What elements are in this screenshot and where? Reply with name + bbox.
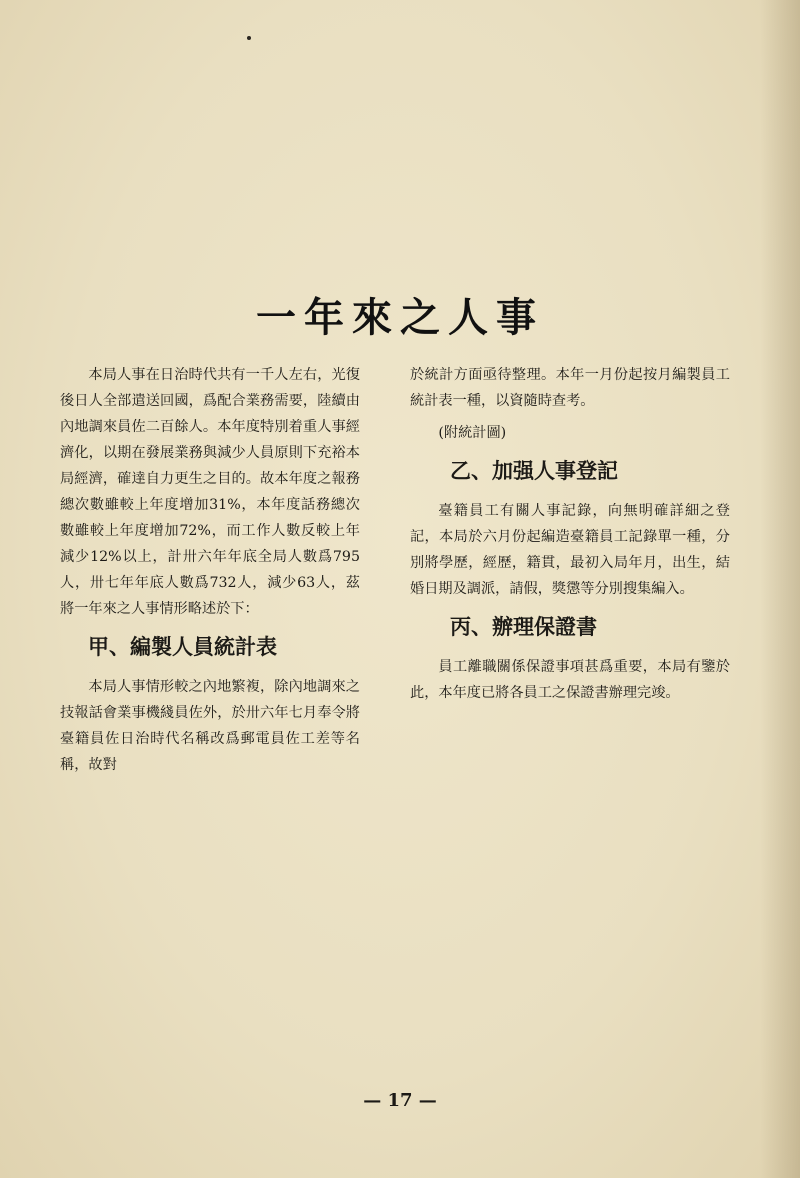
- page-title: 一年來之人事: [256, 294, 544, 341]
- section-b-heading: 乙、加强人事登記: [450, 458, 618, 483]
- section-b-paragraph: 臺籍員工有關人事記錄，向無明確詳細之登記，本局於六月份起編造臺籍員工記錄單一種，分別將學歷，經歷，籍貫，最初入局年月，出生，結婚日期及調派，請假，獎懲等分別搜集編入。: [410, 503, 730, 597]
- right-column: [410, 362, 730, 706]
- page-edge-shadow: [760, 0, 800, 1178]
- section-a-paragraph: 本局人事情形較之內地繁複，除內地調來之技報話會業事機綫員佐外，於卅六年七月奉令將臺籍員佐日治時代名稱改爲郵電員佐工差等名稱，故對: [60, 679, 360, 773]
- continuation-paragraph: 於統計方面亟待整理。本年一月份起按月編製員工統計表一種，以資隨時查考。: [410, 367, 730, 409]
- chart-note: (附統計圖): [438, 425, 507, 441]
- section-c-paragraph: 員工離職關係保證事項甚爲重要，本局有鑒於此，本年度已將各員工之保證書辦理完竣。: [410, 659, 730, 701]
- intro-paragraph: 本局人事在日治時代共有一千人左右，光復後日人全部遣送回國，爲配合業務需要，陸續由內地調來員佐二百餘人。本年度特別着重人事經濟化，以期在發展業務與減少人員原則下充裕本局經濟，確達自力更生之目的。故本年度之報務總次數雖較上年度增加31%，本年度話務總次數雖較上年度增加72%，而工作人數反較上年減少12%以上，計卅六年年底全局人數爲795人，卅七年年底人數爲732人，減少63人，茲將一年來之人事情形略述於下：: [60, 367, 360, 617]
- speck-mark: [247, 36, 251, 40]
- left-column: [60, 362, 360, 778]
- section-a-heading: 甲、編製人員統計表: [88, 634, 277, 659]
- section-c-heading: 丙、辦理保證書: [450, 614, 597, 639]
- page-number: — 17 —: [363, 1090, 437, 1111]
